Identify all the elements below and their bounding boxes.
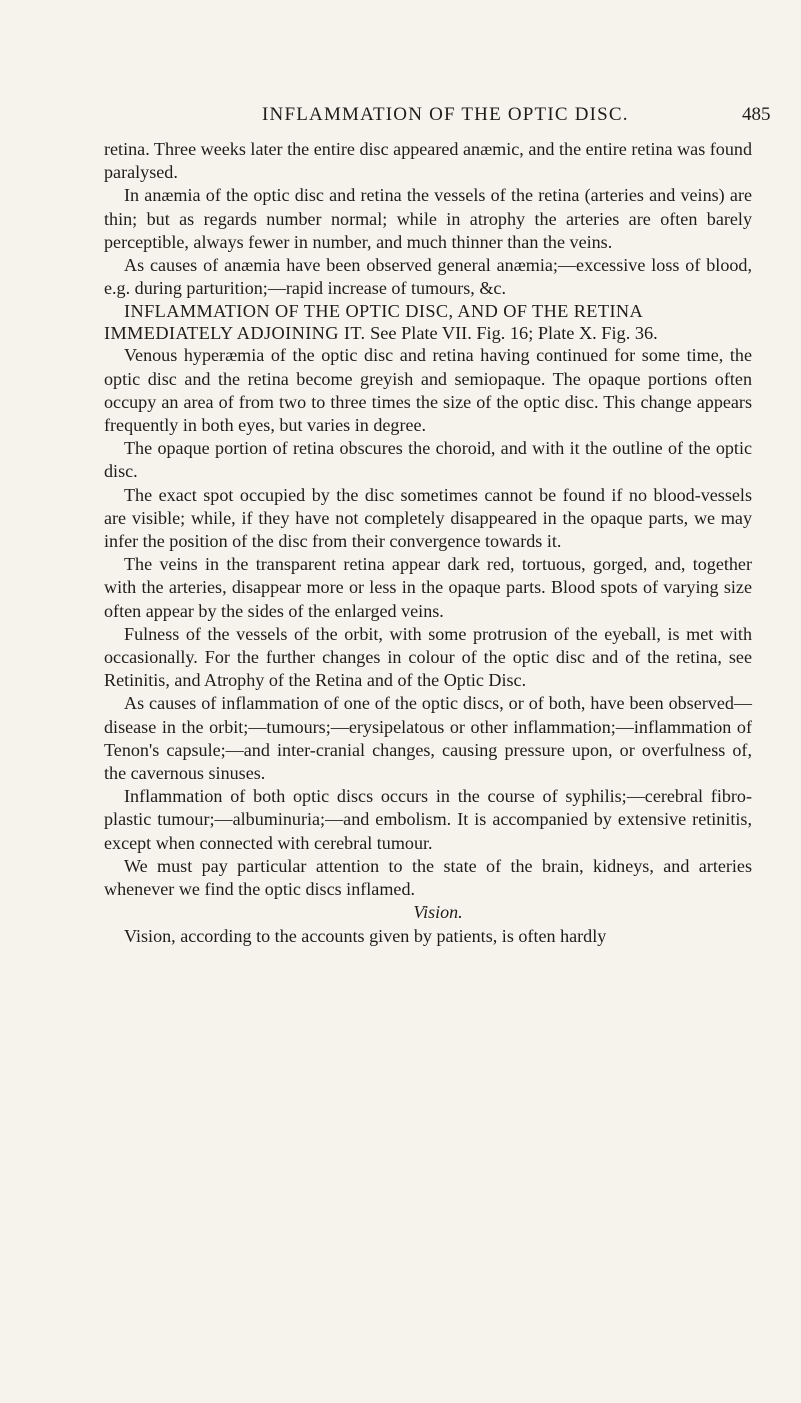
paragraph-body-3: The exact spot occupied by the disc sometimes cannot be found if no blood-vessels are visible; while, if they have not completely disappeared in the opaque parts, we may infer the position of the disc from their convergence towards it. — [104, 484, 752, 552]
running-head: INFLAMMATION OF THE OPTIC DISC. — [262, 104, 629, 125]
paragraph-body-2: The opaque portion of retina obscures the choroid, and with it the outline of the optic disc. — [104, 438, 752, 482]
paragraph-body-8: We must pay particular attention to the state of the brain, kidneys, and arteries whenever we find the optic discs inflamed. — [104, 855, 752, 900]
section-title: INFLAMMATION OF THE OPTIC DISC, AND OF THE RETINA IMMEDIATELY ADJOINING IT. — [104, 301, 643, 344]
paragraph-intro-3: As causes of anæmia have been observed general anæmia;—excessive loss of blood, e.g. during parturition;—rapid increase of tumours, &c. — [104, 255, 752, 299]
page-text — [104, 138, 752, 948]
paragraph-intro-2: In anæmia of the optic disc and retina the vessels of the retina (arteries and veins) are thin; but as regards number normal; while in atrophy the arteries are often barely perceptible, always fewer in number, and much thinner than the veins. — [104, 185, 752, 252]
paragraph-body-7: Inflammation of both optic discs occurs in the course of syphilis;—cerebral fibro-plastic tumour;—albuminuria;—and embolism. It is accompanied by extensive retinitis, except when connected with cerebral tumour. — [104, 786, 752, 853]
paragraph-intro-1: retina. Three weeks later the entire disc appeared anæmic, and the entire retina was found paralysed. — [104, 139, 752, 183]
plate-reference: See Plate VII. Fig. 16; Plate X. Fig. 36. — [370, 323, 658, 344]
paragraph-body-4: The veins in the transparent retina appear dark red, tortuous, gorged, and, together with the arteries, disappear more or less in the opaque parts. Blood spots of varying size often appear by the sides of the enlarged veins. — [104, 554, 752, 621]
paragraph-body-6: As causes of inflammation of one of the optic discs, or of both, have been observed—disease in the orbit;—tumours;—erysipelatous or other inflammation;—inflammation of Tenon's capsule;—and inter-cranial changes, causing pressure upon, or overfulness of, the cavernous sinuses. — [104, 693, 752, 784]
paragraph-body-1: Venous hyperæmia of the optic disc and retina having continued for some time, the optic disc and the retina become greyish and semiopaque. The opaque portions often occupy an area of from two to three times the size of the optic disc. This change appears frequently in both eyes, but varies in degree. — [104, 345, 752, 436]
paragraph-body-5: Fulness of the vessels of the orbit, with some protrusion of the eyeball, is met with occasionally. For the further changes in colour of the optic disc and of the retina, see Retinitis, and Atrophy of the Retina and of the Optic Disc. — [104, 623, 752, 691]
paragraph-vision: Vision, according to the accounts given by patients, is often hardly — [124, 925, 607, 946]
section-heading — [104, 300, 752, 344]
vision-subheading: Vision. — [413, 902, 463, 923]
page-number: 485 — [742, 104, 771, 125]
